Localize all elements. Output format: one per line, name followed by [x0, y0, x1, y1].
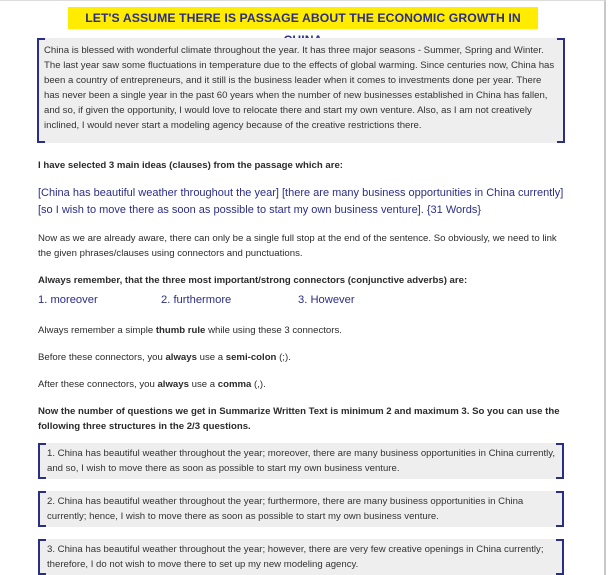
bracket-left: [38, 539, 46, 575]
example-text-1: 1. China has beautiful weather throughout the year; moreover, there are many business opportunities in China currently, and so, I wish to move there as soon as possible to start my own business venture.: [47, 448, 556, 474]
example-box-3: [38, 539, 564, 575]
before-rule-always: always: [165, 352, 197, 363]
bracket-right: [556, 491, 564, 527]
fullstop-explanation: Now as we are already aware, there can only be a single full stop at the end of the sentence. So obviously, we need to link the given phrases/clauses using connectors and punctuations.: [38, 233, 557, 259]
thumb-rule-bold: thumb rule: [155, 325, 206, 336]
passage-box: [37, 38, 565, 143]
after-connector-rule: [38, 377, 568, 392]
connector-however: 3. However: [298, 294, 355, 306]
after-rule-always: always: [157, 379, 189, 390]
page-title: LET'S ASSUME THERE IS PASSAGE ABOUT THE ECONOMIC GROWTH IN: [68, 7, 538, 29]
example-box-2: [38, 491, 564, 527]
example-text-2: 2. China has beautiful weather throughout the year; furthermore, there are many business opportunities in China currently; hence, I wish to move there as soon as possible to start my own business venture.: [47, 496, 524, 522]
connector-moreover: 1. moreover: [38, 294, 98, 306]
before-rule-semicolon: semi-colon: [225, 352, 277, 363]
connectors-heading: Always remember, that the three most important/strong connectors (conjunctive adverbs) are:: [38, 275, 468, 286]
bracket-right: [556, 443, 564, 479]
bracket-right: [557, 38, 565, 143]
thumb-rule-prefix: Always remember a simple: [38, 325, 156, 336]
thumb-rule-suffix: while using these 3 connectors.: [205, 325, 342, 336]
bracket-left: [38, 443, 46, 479]
before-rule-suffix: (;).: [276, 352, 291, 363]
before-connector-rule: [38, 350, 568, 365]
ideas-text: [China has beautiful weather throughout the year] [there are many business opportunities in China currently] [so I wish to move there as soon as possible to start my own business venture]. {31 Words}: [38, 187, 564, 216]
questions-explanation: Now the number of questions we get in Summarize Written Text is minimum 2 and maximum 3. So you can use the following three structures in the 2/3 questions.: [38, 406, 560, 432]
bracket-left: [37, 38, 45, 143]
bracket-left: [38, 491, 46, 527]
after-rule-comma: comma: [217, 379, 252, 390]
example-box-1: [38, 443, 564, 479]
ideas-heading: I have selected 3 main ideas (clauses) from the passage which are:: [38, 160, 343, 171]
connector-furthermore: 2. furthermore: [161, 294, 232, 306]
thumb-rule-line: [38, 323, 568, 338]
example-text-3: 3. China has beautiful weather throughout the year; however, there are very few creative openings in China currently; therefore, I do not wish to move there to set up my new modeling agency.: [47, 544, 544, 570]
after-rule-mid: use a: [188, 379, 218, 390]
after-rule-prefix: After these connectors, you: [38, 379, 158, 390]
before-rule-prefix: Before these connectors, you: [38, 352, 166, 363]
passage-text: China is blessed with wonderful climate throughout the year. It has three major seasons - Summer, Spring and Winter. The last year saw some fluctuations in temperature due to the effects of global warming. Since centuries now, China has been a country of entrepreneurs, and it still is the business leader when it comes to investments done per year. There has never been a single year in the past 60 years when the number of new businesses established in China has fallen, and so, if given the opportunity, I would love to relocate there and start my own venture. Also, as I am not creatively inclined, I would never start a modeling agency because of the creative restrictions there.: [44, 45, 555, 131]
before-rule-mid: use a: [196, 352, 226, 363]
bracket-right: [556, 539, 564, 575]
after-rule-suffix: (,).: [251, 379, 266, 390]
